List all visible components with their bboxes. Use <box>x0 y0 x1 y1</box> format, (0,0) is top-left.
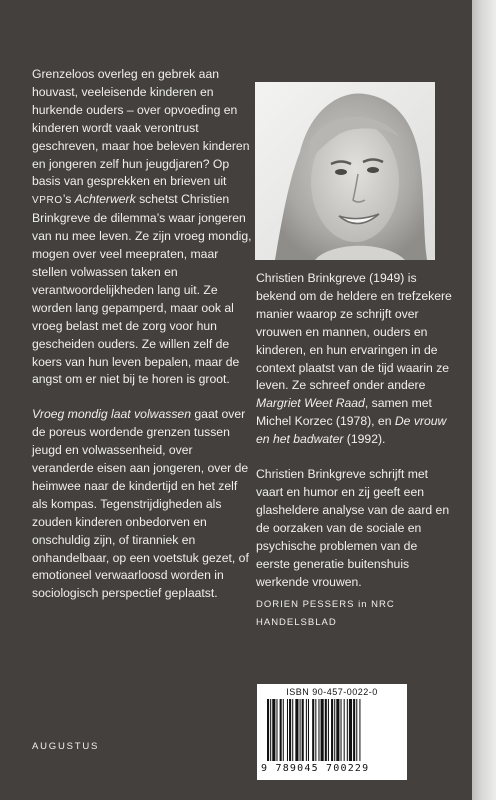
author-column <box>256 270 452 632</box>
author-photo <box>255 82 435 260</box>
book-title: De vrouw en het badwater <box>256 414 447 447</box>
book-title: Margriet Weet Raad <box>256 396 365 411</box>
barcode-label <box>257 684 407 780</box>
author-bio <box>256 270 452 449</box>
blurb-text: ’s <box>62 192 75 207</box>
spine-edge <box>472 0 496 800</box>
book-title: Vroeg mondig laat volwassen <box>32 407 191 422</box>
bio-text: Christien Brinkgreve (1949) is bekend om de heldere en trefzekere manier waarop ze schrijft over vrouwen en mannen, ouders en kinderen, en hun ervaringen in de context plaatst van de tijd waarin ze leven. Ze schreef onder andere <box>256 271 452 393</box>
blurb-column <box>32 66 252 603</box>
ean-right-group: 700229 <box>326 763 370 774</box>
blurb-paragraph-1 <box>32 66 252 389</box>
bio-text: (1992). <box>343 432 386 447</box>
credit-connector: in <box>354 599 372 611</box>
program-title: Achterwerk <box>74 192 136 207</box>
reviewer-name: DORIEN PESSERS <box>256 599 355 611</box>
blurb-paragraph-2 <box>32 406 252 603</box>
blurb-text: gaat over de poreus wordende grenzen tussen jeugd en volwassenheid, over veranderde eisen aan jongeren, over de heimwee naar de kindertijd en het zelf als kompas. Tegenstrijdigheden als zouden kinderen onbedorven en onschuldig zijn, of tiranniek en onhandelbaar, op een voetstuk gezet, of emotioneel verwaarloosd worden in sociologisch perspectief geplaatst. <box>32 407 249 601</box>
review-credit <box>256 596 452 632</box>
blurb-text: Grenzeloos overleg en gebrek aan houvast, veeleisende kinderen en hurkende ouders – over opvoeding en kinderen wordt vaak verontrust geschreven, maar hoe beleven kinderen en jongeren zelf hun jeugdjaren? Op basis van gesprekken en brieven uit <box>32 67 250 189</box>
ean-digits <box>261 763 403 774</box>
newspaper-name: NRC HANDELSBLAD <box>256 599 395 629</box>
ean-first-digit: 9 <box>261 763 269 774</box>
blurb-text: schetst Christien Brinkgreve de dilemma’s waar jongeren van nu mee leven. Ze zijn vroeg mondig, mogen over veel meepraten, maar stellen volwassen taken en verantwoordelijkheden lang uit. Ze worden lang gepamperd, maar ook al vroeg belast met de zorg voor hun gescheiden ouders. Ze willen zelf de koers van hun leven bepalen, maar de angst om er niet bij te horen is groot. <box>32 192 252 387</box>
bio-text: , samen met Michel Korzec (1978), en <box>256 396 432 429</box>
ean-left-group: 789045 <box>275 763 319 774</box>
publisher-name: AUGUSTUS <box>32 741 100 752</box>
isbn-number: ISBN 90-457-0022-0 <box>286 687 378 697</box>
broadcaster-name: VPRO <box>32 195 63 207</box>
barcode-bars <box>267 699 397 761</box>
review-quote: Christien Brinkgreve schrijft met vaart en humor en zij geeft een glasheldere analyse van de aard en de oorzaken van de sociale en psychische problemen van de eerste generatie buitenshuis werkende vrouwen. <box>256 467 450 589</box>
